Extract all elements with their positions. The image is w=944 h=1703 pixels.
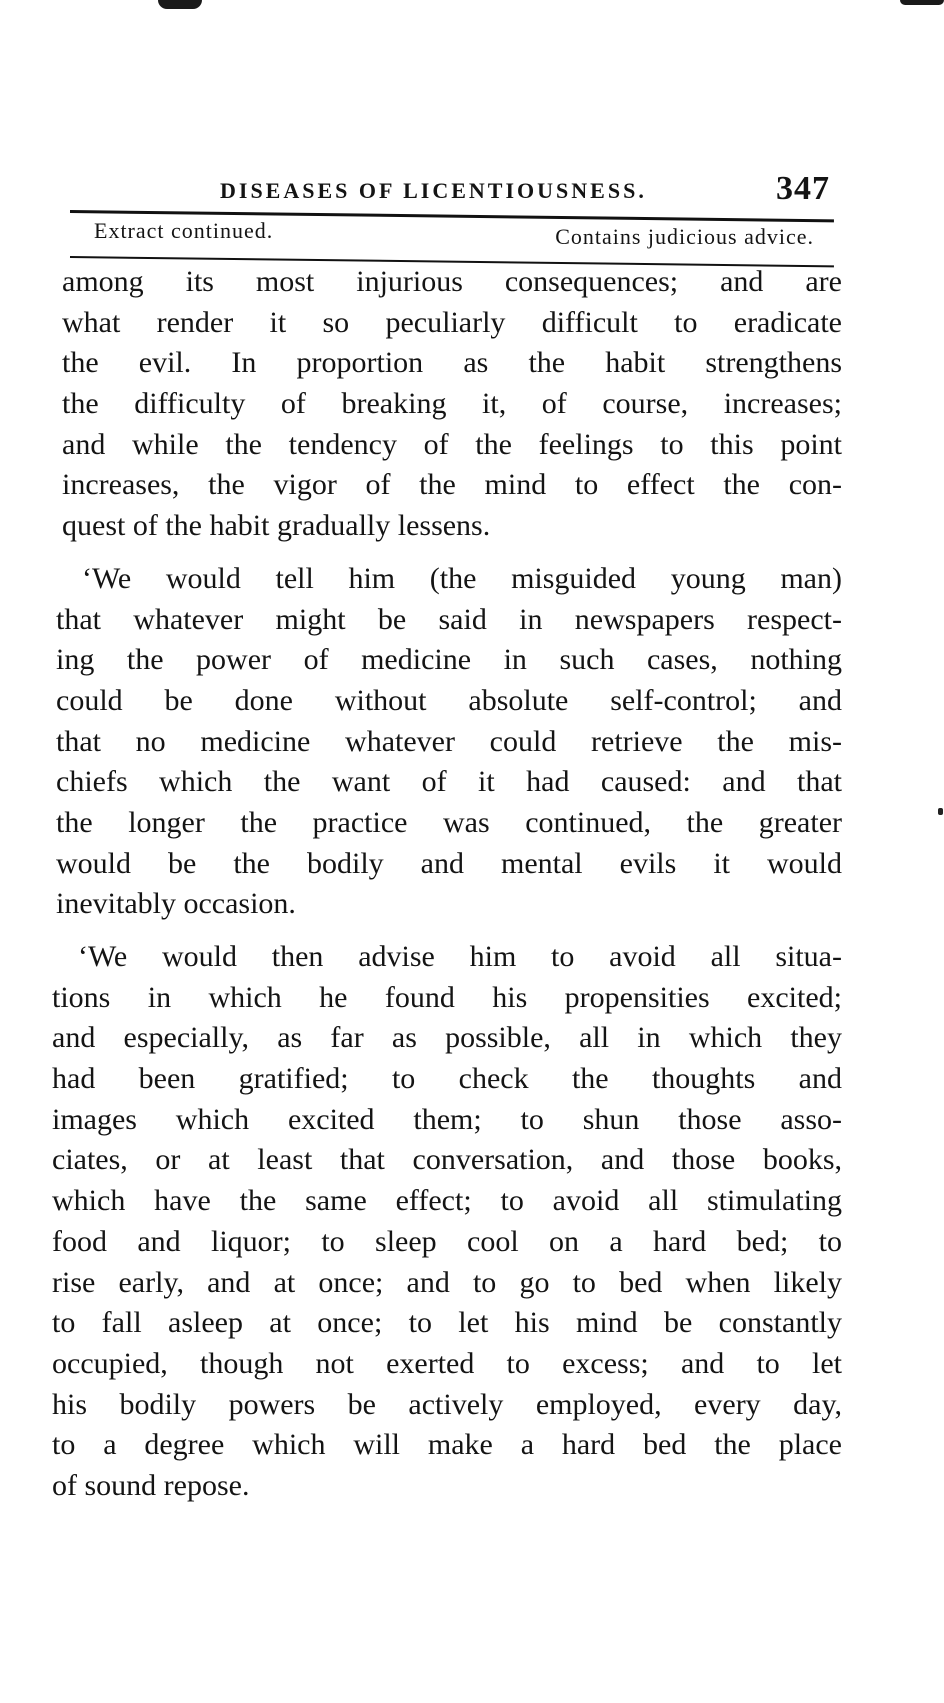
page-number: 347 [776,170,830,207]
paragraph-3 [52,937,842,1507]
text-line: that no medicine whatever could retrieve the mis- [56,724,842,758]
summary-left: Extract continued. [94,218,274,243]
text-line: images which excited them; to shun those asso- [52,1102,842,1136]
text-line: food and liquor; to sleep cool on a hard bed; to [52,1224,842,1258]
text-line: chiefs which the want of it had caused: and that [56,765,842,799]
text-line: which have the same effect; to avoid all stimulating [52,1184,842,1218]
text-line: to fall asleep at once; to let his mind be constantly [52,1306,842,1340]
text-line: and while the tendency of the feelings to this point [62,427,842,461]
text-line: occupied, though not exerted to excess; and to let [52,1346,842,1380]
text-line: the difficulty of breaking it, of course, increases; [62,387,842,421]
text-line: to a degree which will make a hard bed the place [52,1428,842,1462]
running-title: DISEASES OF LICENTIOUSNESS. [220,178,647,203]
text-line: could be done without absolute self-control; and [56,683,842,717]
ink-blot-mark [158,0,202,9]
ink-speck-mark [938,808,943,815]
text-line: ‘We would tell him (the misguided young man) [82,561,842,595]
text-line: among its most injurious consequences; and are [62,265,842,298]
text-line: his bodily powers be actively employed, every day, [52,1387,842,1421]
text-line: tions in which he found his propensities excited; [52,980,842,1014]
text-line: ciates, or at least that conversation, and those books, [52,1143,842,1177]
text-line: quest of the habit gradually lessens. [62,509,491,543]
text-line: what render it so peculiarly difficult to eradicate [62,305,842,339]
text-line: ing the power of medicine in such cases, nothing [56,643,842,677]
text-line: and especially, as far as possible, all in which they [52,1021,842,1055]
text-line: ‘We would then advise him to avoid all situa- [78,940,842,973]
text-line: increases, the vigor of the mind to effect the con- [62,468,842,502]
text-line: the evil. In proportion as the habit strengthens [62,346,842,380]
summary-row [70,210,834,262]
paragraph-1 [52,262,842,547]
paragraph-2 [52,559,842,925]
text-line: of sound repose. [52,1468,250,1502]
text-line: had been gratified; to check the thoughts and [52,1062,842,1096]
text-line: inevitably occasion. [56,887,296,921]
text-line: that whatever might be said in newspapers respect- [56,602,842,636]
text-line: rise early, and at once; and to go to bed when likely [52,1265,842,1299]
body-text [52,262,842,1507]
summary-right: Contains judicious advice. [555,224,814,249]
text-line: the longer the practice was continued, the greater [56,805,842,839]
text-line: would be the bodily and mental evils it would [56,846,842,880]
ink-blot-mark [900,0,944,5]
